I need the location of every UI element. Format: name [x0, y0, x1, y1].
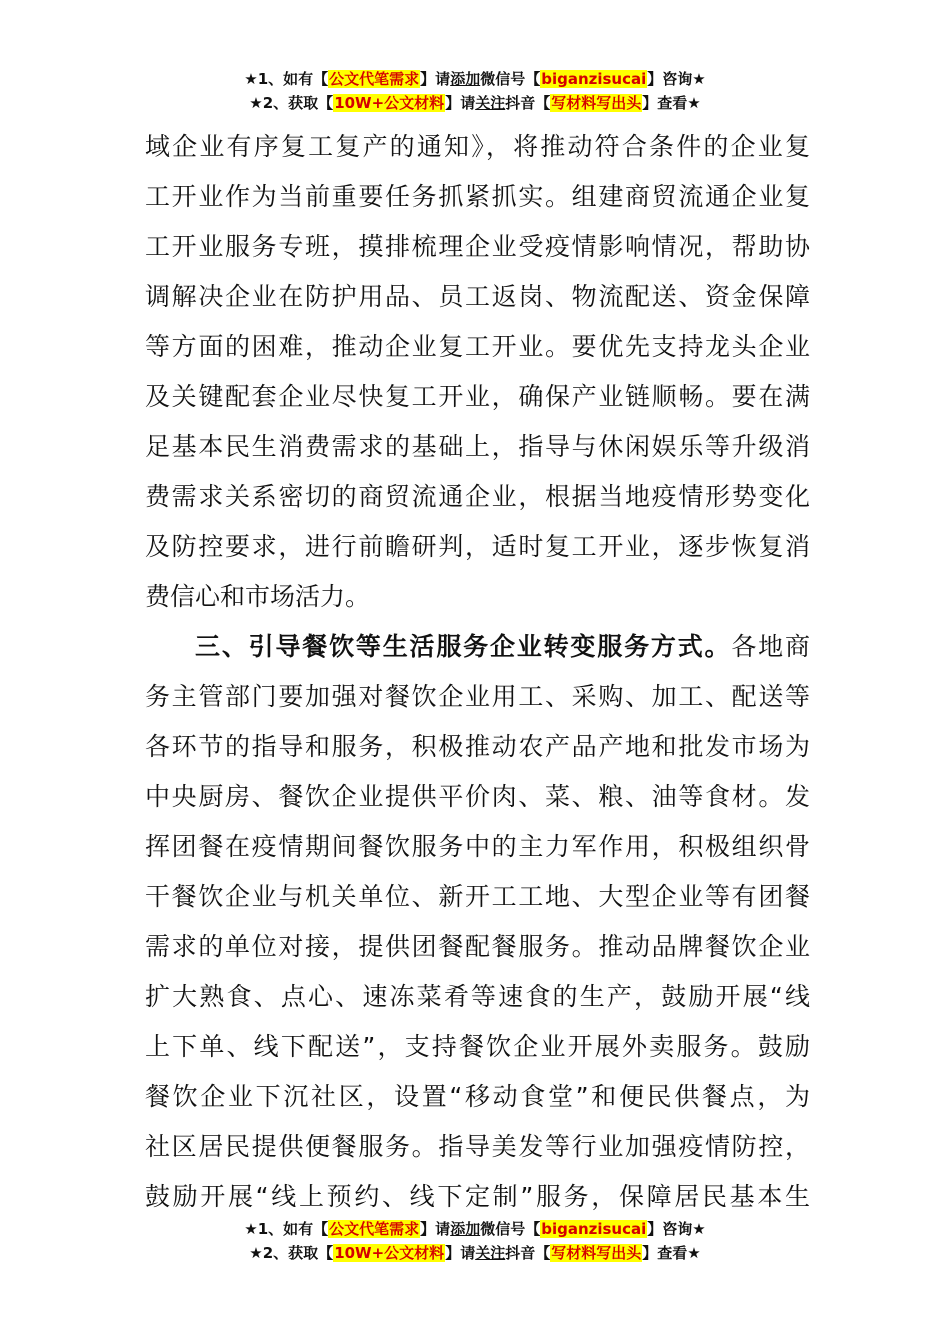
body-line: 需求的单位对接，提供团餐配餐服务。推动品牌餐饮企业: [145, 932, 810, 961]
body-line: 域企业有序复工复产的通知》，将推动符合条件的企业复: [145, 132, 810, 161]
banner-underlined: 关注: [475, 94, 506, 112]
banner-line-1: [0, 1218, 950, 1242]
body-line: 挥团餐在疫情期间餐饮服务中的主力军作用，积极组织骨: [145, 832, 810, 861]
body-line: 社区居民提供便餐服务。指导美发等行业加强疫情防控，: [145, 1132, 810, 1161]
body-line: 及关键配套企业尽快复工开业，确保产业链顺畅。要在满: [145, 382, 810, 411]
body-line: 费需求关系密切的商贸流通企业，根据当地疫情形势变化: [145, 482, 810, 511]
banner-text: 】请: [445, 1244, 476, 1262]
body-line: 干餐饮企业与机关单位、新开工工地、大型企业等有团餐: [145, 882, 810, 911]
body-line: 鼓励开展“线上预约、线下定制”服务，保障居民基本生: [145, 1182, 810, 1211]
banner-highlight: biganzisucai: [541, 1220, 647, 1238]
banner-text: 微信号【: [480, 1220, 541, 1238]
section-heading-line: [145, 622, 810, 672]
body-line: 上下单、线下配送”，支持餐饮企业开展外卖服务。鼓励: [145, 1032, 810, 1061]
body-line: 餐饮企业下沉社区，设置“移动食堂”和便民供餐点，为: [145, 1082, 810, 1111]
body-line: 费信心和市场活力。: [145, 582, 371, 611]
banner-text: 】咨询★: [647, 70, 706, 88]
banner-highlight: 写材料写出头: [551, 94, 642, 112]
banner-text: 】请: [420, 70, 451, 88]
body-line: 中央厨房、餐饮企业提供平价肉、菜、粮、油等食材。发: [145, 782, 810, 811]
body-line: 及防控要求，进行前瞻研判，适时复工开业，逐步恢复消: [145, 532, 810, 561]
body-line: 扩大熟食、点心、速冻菜肴等速食的生产，鼓励开展“线: [145, 982, 810, 1011]
banner-highlight: 公文代笔需求: [329, 1220, 420, 1238]
body-line: 务主管部门要加强对餐饮企业用工、采购、加工、配送等: [145, 682, 810, 711]
body-line: 工开业作为当前重要任务抓紧抓实。组建商贸流通企业复: [145, 182, 810, 211]
body-line: 调解决企业在防护用品、员工返岗、物流配送、资金保障: [145, 282, 810, 311]
banner-text: ★2、获取【: [249, 94, 334, 112]
body-line: 等方面的困难，推动企业复工开业。要优先支持龙头企业: [145, 332, 810, 361]
banner-underlined: 添加: [450, 1220, 481, 1238]
banner-underlined: 关注: [475, 1244, 506, 1262]
section-heading: 三、引导餐饮等生活服务企业转变服务方式。: [195, 632, 732, 661]
banner-text: 】咨询★: [647, 1220, 706, 1238]
body-line: 工开业服务专班，摸排梳理企业受疫情影响情况，帮助协: [145, 232, 810, 261]
banner-highlight: 10W+公文材料: [334, 1244, 445, 1262]
banner-highlight: 写材料写出头: [551, 1244, 642, 1262]
banner-highlight: 公文代笔需求: [329, 70, 420, 88]
banner-text: 】请: [420, 1220, 451, 1238]
header-banner: [0, 68, 950, 116]
document-body: [145, 122, 810, 1222]
banner-text: 微信号【: [480, 70, 541, 88]
banner-text: 抖音【: [505, 94, 551, 112]
banner-text: ★1、如有【: [244, 1220, 329, 1238]
banner-highlight: biganzisucai: [541, 70, 647, 88]
banner-text: 】查看★: [642, 1244, 701, 1262]
body-line: 各环节的指导和服务，积极推动农产品产地和批发市场为: [145, 732, 810, 761]
banner-underlined: 添加: [450, 70, 481, 88]
banner-line-2: [0, 92, 950, 116]
banner-line-1: [0, 68, 950, 92]
banner-text: ★2、获取【: [249, 1244, 334, 1262]
banner-highlight: 10W+公文材料: [334, 94, 445, 112]
banner-text: ★1、如有【: [244, 70, 329, 88]
banner-text: 】请: [445, 94, 476, 112]
body-line: 足基本民生消费需求的基础上，指导与休闲娱乐等升级消: [145, 432, 810, 461]
banner-text: 抖音【: [505, 1244, 551, 1262]
section-heading-tail: 各地商: [731, 632, 810, 661]
banner-text: 】查看★: [642, 94, 701, 112]
footer-banner: [0, 1218, 950, 1266]
banner-line-2: [0, 1242, 950, 1266]
